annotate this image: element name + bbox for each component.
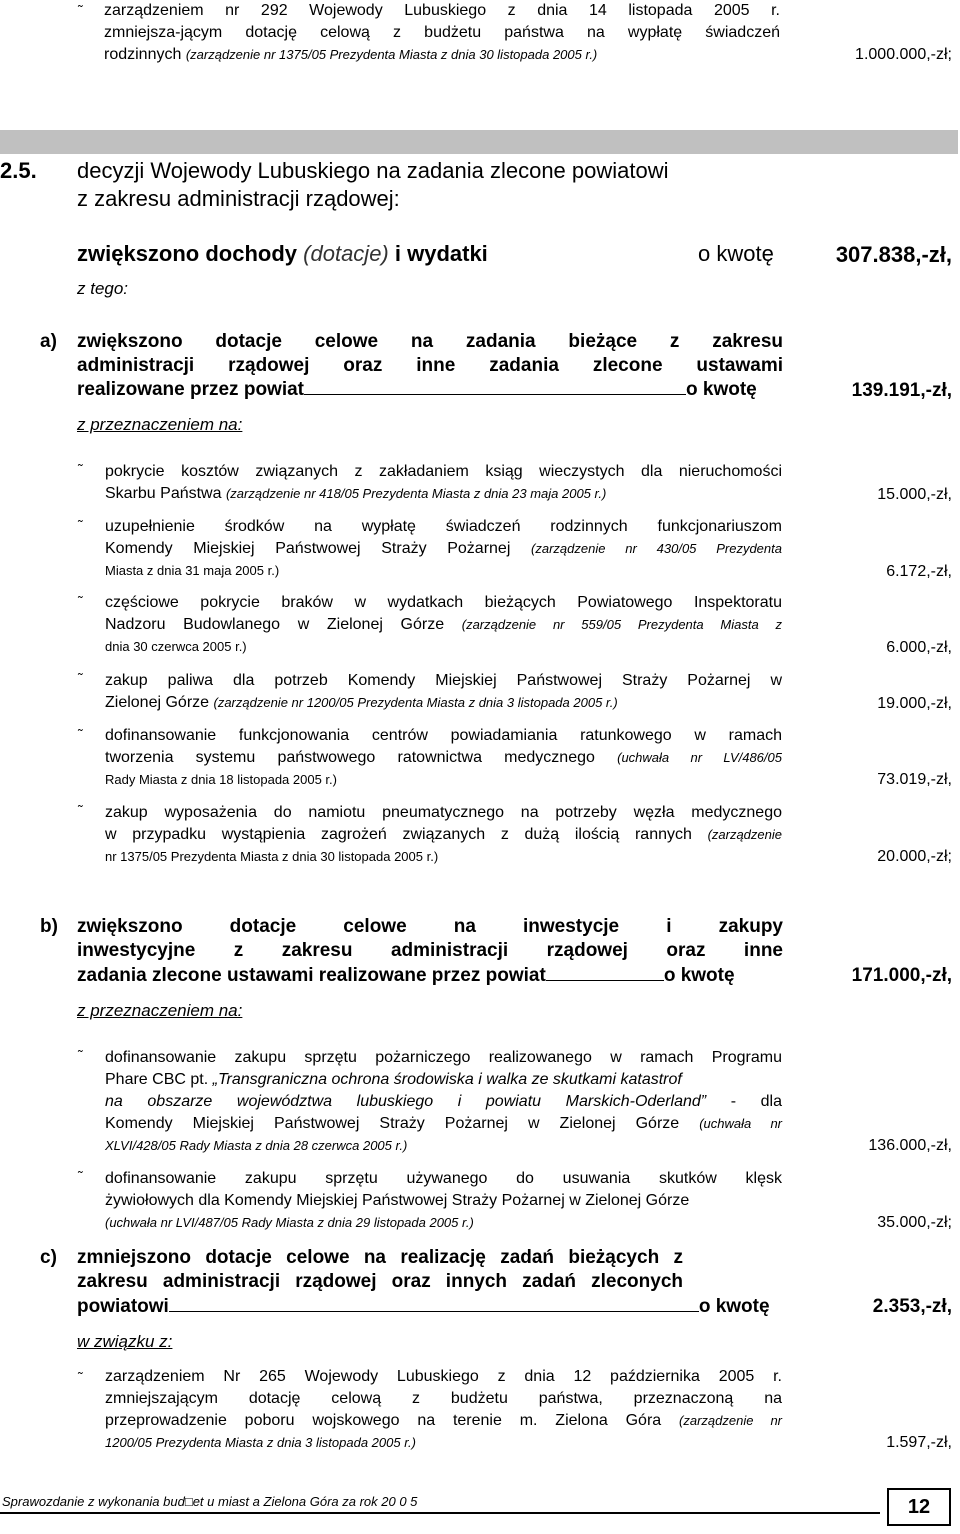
b-line3-text: zadania zlecone ustawami realizowane przez powiat — [77, 965, 546, 986]
section-title-line2: z zakresu administracji rządowej: — [77, 186, 400, 211]
c-label: c) — [40, 1247, 57, 1268]
a-item2-line2 — [105, 538, 782, 560]
section-increase-a: zwiększono dochody — [77, 241, 298, 266]
c-item-line2: zmniejszającym dotację celową z budżetu państwa, przeznaczoną na — [105, 1390, 782, 1407]
b-line1: zwiększono dotacje celowe na inwestycje i zakupy — [77, 916, 783, 937]
b-item1-line2a: Phare CBC pt. — [105, 1071, 209, 1088]
a-item6-line2 — [105, 824, 782, 846]
top-line3-text: rodzinnych — [104, 46, 182, 63]
a-item6-bullet: ˜ — [78, 802, 83, 818]
b-item1-line3a: na obszarze województwa lubuskiego i powiatu Marskich-Oderland” — [105, 1093, 707, 1110]
footer-text: Sprawozdanie z wykonania bud□et u miast a Zielona Góra za rok 20 0 5 — [2, 1494, 418, 1509]
a-line2: administracji rządowej oraz inne zadania zlecone ustawami — [77, 355, 783, 376]
b-item2-line1: dofinansowanie zakupu sprzętu używanego do usuwania skutków klęsk — [105, 1170, 782, 1187]
c-item-line3-text: przeprowadzenie poboru wojskowego na terenie m. Zielona Góra — [105, 1412, 662, 1429]
a-item4-line2-text: Zielonej Górze — [105, 694, 210, 711]
c-item-line1: zarządzeniem Nr 265 Wojewody Lubuskiego z dnia 12 października 2005 r. — [105, 1368, 782, 1385]
a-item6-amount: 20.000,-zł; — [877, 848, 952, 865]
b-item1-line2 — [105, 1069, 795, 1091]
a-item1-line2 — [105, 483, 805, 505]
a-item4-amount: 19.000,-zł, — [877, 695, 952, 712]
c-item-bullet: ˜ — [78, 1369, 83, 1385]
a-item3-amount: 6.000,-zł, — [886, 639, 952, 656]
c-line3 — [77, 1295, 770, 1319]
a-item6-line2-text: w przypadku wystąpienia zagrożeń związanych z dużą ilością rannych — [105, 826, 692, 843]
c-item-line4: 1200/05 Prezydenta Miasta z dnia 3 listopada 2005 r.) — [105, 1435, 416, 1450]
a-item3-bullet: ˜ — [78, 593, 83, 609]
b-item2-line3: (uchwała nr LVI/487/05 Rady Miasta z dnia 29 listopada 2005 r.) — [105, 1215, 474, 1230]
c-fill-line — [169, 1296, 699, 1312]
section-total: 307.838,-zł, — [835, 242, 952, 267]
a-item5-note: (uchwała nr LV/486/05 — [617, 750, 782, 765]
a-item3-line2 — [105, 614, 782, 636]
section-number: 2.5. — [0, 158, 37, 183]
a-item3-line3: dnia 30 czerwca 2005 r.) — [105, 639, 247, 654]
a-item6-line3: nr 1375/05 Prezydenta Miasta z dnia 30 listopada 2005 r.) — [105, 849, 439, 864]
a-item3-line1: częściowe pokrycie braków w wydatkach bieżących Powiatowego Inspektoratu — [105, 594, 782, 611]
b-item1-line2b: „Transgraniczna ochrona środowiska i walka ze skutkami katastrof — [212, 1071, 682, 1088]
b-fill-line — [546, 965, 664, 981]
c-line2: zakresu administracji rządowej oraz innych zadań zleconych — [77, 1271, 683, 1292]
page-number: 12 — [887, 1488, 951, 1526]
top-line3-note: (zarządzenie nr 1375/05 Prezydenta Miasta z dnia 30 listopada 2005 r.) — [185, 47, 598, 62]
a-item2-line3: Miasta z dnia 31 maja 2005 r.) — [105, 563, 280, 578]
b-amount: 171.000,-zł, — [851, 965, 952, 986]
a-label: a) — [40, 331, 57, 352]
b-purpose: z przeznaczeniem na: — [77, 1001, 243, 1020]
b-line3 — [77, 964, 735, 988]
section-increase-b: (dotacje) — [303, 241, 389, 266]
footer-rule — [0, 1512, 880, 1514]
b-item1-line1: dofinansowanie zakupu sprzętu pożarniczego realizowanego w ramach Programu — [105, 1049, 782, 1066]
b-line2: inwestycyjne z zakresu administracji rządowej oraz inne — [77, 940, 783, 961]
a-item3-note: (zarządzenie nr 559/05 Prezydenta Miasta z — [461, 617, 782, 632]
a-item5-line2 — [105, 747, 782, 769]
a-item6-line1: zakup wyposażenia do namiotu pneumatycznego na potrzeby węzła medycznego — [105, 804, 782, 821]
b-item1-line4-text: Komendy Miejskiej Państwowej Straży Pożarnej w Zielonej Górze — [105, 1115, 680, 1132]
section-z-tego: z tego: — [77, 279, 129, 298]
a-item2-line2-text: Komendy Miejskiej Państwowej Straży Pożarnej — [105, 540, 511, 557]
c-line1: zmniejszono dotacje celowe na realizację zadań bieżących z — [77, 1247, 683, 1268]
a-item1-bullet: ˜ — [78, 461, 83, 477]
a-line3-text: realizowane przez powiat — [77, 379, 304, 400]
a-item4-bullet: ˜ — [78, 670, 83, 686]
top-line2: zmniejsza-jącym dotację celową z budżetu państwa na wypłatę świadczeń — [104, 24, 780, 41]
c-item-amount: 1.597,-zł, — [886, 1434, 952, 1451]
a-item4-line2 — [105, 692, 805, 714]
c-o-kwote: o kwotę — [698, 1296, 770, 1317]
a-purpose: z przeznaczeniem na: — [77, 415, 243, 434]
section-title-line1: decyzji Wojewody Lubuskiego na zadania zlecone powiatowi — [77, 158, 669, 183]
a-item4-note: (zarządzenie nr 1200/05 Prezydenta Miasta z dnia 3 listopada 2005 r.) — [213, 695, 618, 710]
c-related: w związku z: — [77, 1332, 173, 1351]
a-item3-line2-text: Nadzoru Budowlanego w Zielonej Górze — [105, 616, 445, 633]
a-amount: 139.191,-zł, — [851, 380, 952, 401]
top-amount: 1.000.000,-zł; — [855, 46, 952, 63]
a-item6-note: (zarządzenie — [707, 827, 782, 842]
a-item2-note: (zarządzenie nr 430/05 Prezydenta — [531, 541, 782, 556]
b-item1-line3b: - dla — [730, 1093, 782, 1110]
b-item2-bullet: ˜ — [78, 1168, 83, 1184]
a-o-kwote: o kwotę — [686, 379, 757, 400]
b-item2-amount: 35.000,-zł; — [877, 1214, 952, 1231]
a-item5-line3: Rady Miasta z dnia 18 listopada 2005 r.) — [105, 772, 337, 787]
a-item5-bullet: ˜ — [78, 726, 83, 742]
c-item-note: (zarządzenie nr — [679, 1413, 782, 1428]
a-line1: zwiększono dotacje celowe na zadania bieżące z zakresu — [77, 331, 783, 352]
a-item1-amount: 15.000,-zł, — [877, 486, 952, 503]
a-item2-amount: 6.172,-zł, — [886, 563, 952, 580]
a-item1-note: (zarządzenie nr 418/05 Prezydenta Miasta z dnia 23 maja 2005 r.) — [225, 486, 607, 501]
c-line3-text: powiatowi — [77, 1296, 169, 1317]
a-item1-line2-text: Skarbu Państwa — [105, 485, 222, 502]
b-label: b) — [40, 916, 58, 937]
a-item1-line1: pokrycie kosztów związanych z zakładaniem ksiąg wieczystych dla nieruchomości — [105, 463, 782, 480]
a-fill-line — [304, 379, 686, 395]
a-item2-bullet: ˜ — [78, 517, 83, 533]
a-item5-amount: 73.019,-zł, — [877, 771, 952, 788]
a-item5-line2-text: tworzenia systemu państwowego ratownictwa medycznego — [105, 749, 595, 766]
a-item4-line1: zakup paliwa dla potrzeb Komendy Miejskiej Państwowej Straży Pożarnej w — [105, 672, 782, 689]
a-item5-line1: dofinansowanie funkcjonowania centrów powiadamiania ratunkowego w ramach — [105, 727, 782, 744]
a-line3 — [77, 378, 757, 402]
b-item1-line5: XLVI/428/05 Rady Miasta z dnia 28 czerwca 2005 r.) — [105, 1138, 408, 1153]
section-increase-line — [77, 240, 488, 268]
b-item2-line2: żywiołowych dla Komendy Miejskiej Państwowej Straży Pożarnej w Zielonej Górze — [105, 1192, 690, 1209]
b-item1-bullet: ˜ — [78, 1047, 83, 1063]
c-amount: 2.353,-zł, — [872, 1296, 952, 1317]
top-line1: zarządzeniem nr 292 Wojewody Lubuskiego z dnia 14 listopada 2005 r. — [104, 2, 780, 19]
b-item1-amount: 136.000,-zł, — [868, 1137, 952, 1154]
b-item1-line4 — [105, 1113, 782, 1135]
top-line3 — [104, 44, 780, 66]
b-o-kwote: o kwotę — [663, 965, 735, 986]
section-separator-bar — [0, 130, 958, 154]
section-increase-c: i wydatki — [394, 241, 488, 266]
a-item2-line1: uzupełnienie środków na wypłatę świadczeń rodzinnych funkcjonariuszom — [105, 518, 782, 535]
section-o-kwote: o kwotę — [698, 241, 774, 266]
c-item-line3 — [105, 1410, 782, 1432]
b-item1-line3 — [105, 1091, 782, 1113]
b-item1-note: (uchwała nr — [699, 1116, 783, 1131]
top-bullet: ˜ — [78, 2, 83, 18]
